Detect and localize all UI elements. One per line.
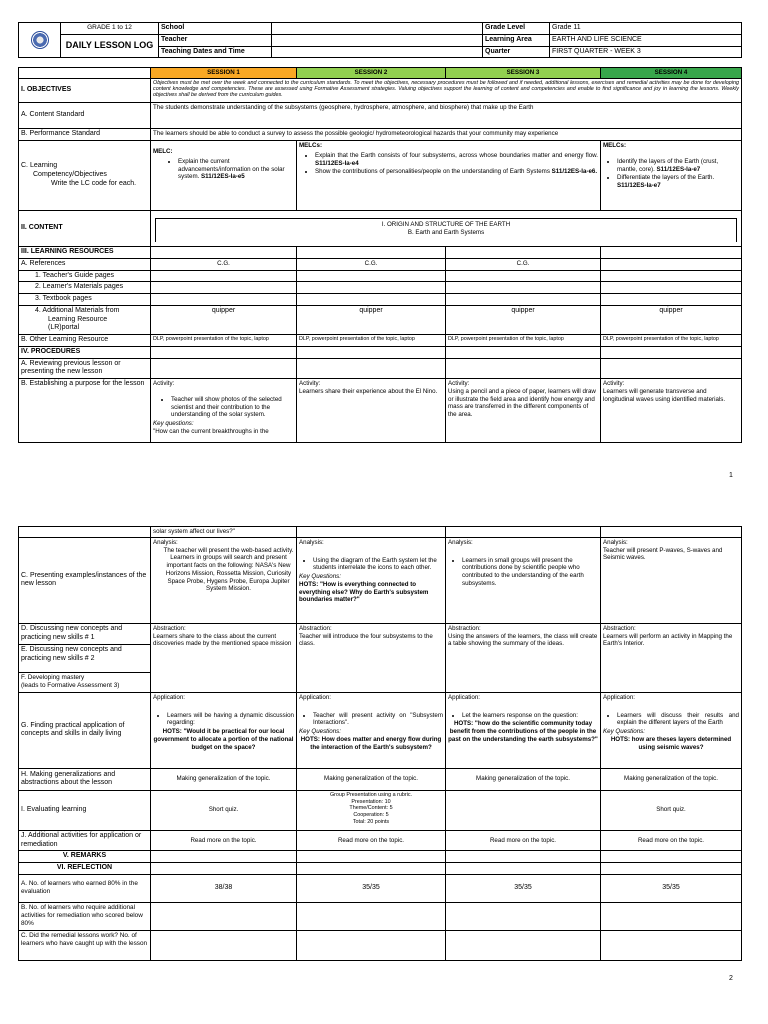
page-1 (18, 22, 741, 443)
school-label: School (159, 23, 272, 35)
competency-s1: MELC: • Explain the current advancements/information on the solar system. S11/12ES-Ia-e5 (151, 141, 297, 211)
gen-s1: Making generalization of the topic. (151, 768, 297, 790)
presenting-s2: Analysis: • Using the diagram of the Earth system let the students interrelate the icons to each other. Key Questions: HOTS: "How is everything connected to everything else? Why do Earth's subsystem boundaries matter?" (297, 537, 446, 623)
read-more-s3: Read more on the topic. (446, 830, 601, 851)
cg-s2: C.G. (297, 258, 446, 270)
application-s1: Application: • Learners will be having a dynamic discussion regarding: HOTS: "Would it be practical for our local government to allocate a portion of the national budget on the space? (151, 692, 297, 768)
dates-value[interactable] (272, 46, 483, 58)
session-3-header: SESSION 3 (446, 68, 601, 79)
melcs-heading: MELCs: (299, 142, 323, 149)
content-standard-label: A. Content Standard (19, 103, 151, 129)
mastery-label: F. Developing mastery (leads to Formative Assessment 3) (19, 672, 151, 692)
purpose-s4: Activity: Learners will generate transverse and longitudinal waves using identified materials. (601, 379, 742, 443)
quipper-s1: quipper (151, 305, 297, 334)
school-value[interactable] (272, 23, 483, 35)
reflection-a-s2: 35/35 (297, 874, 446, 902)
references-label: A. References (19, 258, 151, 270)
cg-s1: C.G. (151, 258, 297, 270)
reflection-label: VI. REFLECTION (19, 863, 151, 875)
other-resources-label: B. Other Learning Resource (19, 335, 151, 347)
cg-s3: C.G. (446, 258, 601, 270)
reflection-a-s3: 35/35 (446, 874, 601, 902)
grade-range: GRADE 1 to 12 (61, 23, 159, 35)
other-resources-s2: DLP, powerpoint presentation of the topic, laptop (297, 335, 446, 347)
competency-label (19, 141, 151, 211)
competency-label-1: C. Learning (21, 162, 58, 170)
session-2-header: SESSION 2 (297, 68, 446, 79)
presenting-s1: Analysis: The teacher will present the web-based activity. Learners in groups will search and present important facts on the following: NASA's New Horizons Mission, Rossetta Mission, Curiosity Space Probe, Hygens Probe, Europa Jupiter System Mission. (151, 537, 297, 623)
reflection-a-s1: 38/38 (151, 874, 297, 902)
textbook-label: 3. Textbook pages (19, 294, 151, 306)
reflection-b-label: B. No. of learners who require additional activities for remediation who scored below 80% (19, 902, 151, 930)
lesson-table-p2 (18, 526, 742, 961)
read-more-s2: Read more on the topic. (297, 830, 446, 851)
objectives-label: I. OBJECTIVES (19, 79, 151, 103)
lesson-table-p1 (18, 67, 742, 443)
reflection-a-s4: 35/35 (601, 874, 742, 902)
application-s3: Application: • Let the learners response on the question: HOTS: "how do the scientific community today benefit from the contributions of the people in the past on the understanding the earth subsystems?" (446, 692, 601, 768)
quipper-s2: quipper (297, 305, 446, 334)
melc-heading: MELC: (153, 148, 173, 155)
remarks-label: V. REMARKS (19, 851, 151, 863)
page-number-2: 2 (729, 975, 733, 982)
objectives-note: Objectives must be met over the week and connected to the curriculum standards. To meet the objectives, necessary procedures must be followed and if needed, additional lessons, exercises and remedial activities may be done for developing content knowledge and competencies. These are assessed using Formative Assessment strategies. Valuing objectives support the learning of content and competencies and enable to find significance and joy in learning the lessons. Weekly objectives shall be derived from the curriculum guides. (151, 79, 742, 103)
abstraction-s2: Abstraction: Teacher will introduce the four subsystems to the class. (297, 623, 446, 692)
other-resources-s4: DLP, powerpoint presentation of the topic, laptop (601, 335, 742, 347)
gen-s4: Making generalization of the topic. (601, 768, 742, 790)
log-title: DAILY LESSON LOG (61, 34, 159, 58)
abstraction-s4: Abstraction: Learners will perform an activity in Mapping the Earth's Interior. (601, 623, 742, 692)
content-label: II. CONTENT (19, 211, 151, 247)
session-4-header: SESSION 4 (601, 68, 742, 79)
additional-materials-label: 4. Additional Materials from Learning Resource (LR)portal (19, 305, 151, 334)
additional-label: J. Additional activities for application or remediation (19, 830, 151, 851)
competency-s23: MELCs: • Explain that the Earth consists of four subsystems, across whose boundaries matter and energy flow. S11/12ES-Ia-e4 • Show the contributions of personalities/people on the understanding of Earth Systems S11/12ES-Ia-e6. (297, 141, 601, 211)
abstraction-s1: Abstraction: Learners share to the class about the current discoveries made by the mentioned space mission (151, 623, 297, 692)
review-label: A. Reviewing previous lesson or presenting the new lesson (19, 358, 151, 379)
lc-code: S11/12ES-Ia-e5 (201, 173, 245, 181)
application-s2: Application: • Teacher will present activity on "Subsystem Interactions". Key Questions: HOTS: How does matter and energy flow during the interaction of the Earth's subsystem? (297, 692, 446, 768)
purpose-s1: Activity: • Teacher will show photos of the selected scientist and their contribution to the understanding of the solar system. Key questions: "How can the current breakthroughs in the (151, 379, 297, 443)
deped-logo (19, 23, 61, 58)
content-line-1: I. ORIGIN AND STRUCTURE OF THE EARTH (381, 221, 511, 228)
other-resources-s1: DLP, powerpoint presentation of the topic, laptop (151, 335, 297, 347)
abstraction-s3: Abstraction: Using the answers of the learners, the class will create a table showing the summary of the ideas. (446, 623, 601, 692)
gen-s3: Making generalization of the topic. (446, 768, 601, 790)
grade-level-label: Grade Level (483, 23, 550, 35)
competency-label-3: Write the LC code for each. (51, 179, 137, 187)
evaluating-label: I. Evaluating learning (19, 790, 151, 830)
purpose-label: B. Establishing a purpose for the lesson (19, 379, 151, 443)
learning-area-label: Learning Area (483, 34, 550, 46)
quipper-s3: quipper (446, 305, 601, 334)
grade-level-value: Grade 11 (550, 23, 742, 35)
purpose-s3: Activity: Using a pencil and a piece of paper, learners will draw or illustrate the field area and identify how energy and mass are transferred in the different components of the area. (446, 379, 601, 443)
procedures-label: IV. PROCEDURES (19, 346, 151, 358)
read-more-s4: Read more on the topic. (601, 830, 742, 851)
eval-s1: Short quiz. (151, 790, 297, 830)
application-s4: Application: • Learners will discuss their results and explain the different layers of the Earth Key Questions: HOTS: how are theses layers determined using seismic waves? (601, 692, 742, 768)
lc-code: S11/12ES-Ia-e7 (656, 165, 701, 173)
competency-s4: MELCs: • Identify the layers of the Earth (crust, mantle, core). S11/12ES-Ia-e7 • Differentiate the layers of the Earth. S11/12ES-Ia-e7 (601, 141, 742, 211)
content-standard-text: The students demonstrate understanding of the subsystems (geosphere, hydrosphere, atmosphere, and biosphere) that make up the Earth (151, 103, 742, 129)
gen-s2: Making generalization of the topic. (297, 768, 446, 790)
performance-standard-text: The learners should be able to conduct a survey to assess the possible geologic/ hydrometeorological hazards that your community may experience (151, 129, 742, 141)
performance-standard-label: B. Performance Standard (19, 129, 151, 141)
finding-label: G. Finding practical application of concepts and skills in daily living (19, 692, 151, 768)
read-more-s1: Read more on the topic. (151, 830, 297, 851)
quarter-value: FIRST QUARTER - WEEK 3 (550, 46, 742, 58)
session-1-header: SESSION 1 (151, 68, 297, 79)
competency-label-2: Competency/Objectives (33, 171, 107, 179)
quarter-label: Quarter (483, 46, 550, 58)
teacher-label: Teacher (159, 34, 272, 46)
presenting-label: C. Presenting examples/instances of the new lesson (19, 537, 151, 623)
melcs-heading: MELCs: (603, 142, 627, 149)
learning-area-value: EARTH AND LIFE SCIENCE (550, 34, 742, 46)
lc-code: S11/12ES-Ia-e4 (315, 159, 359, 167)
blank-corner (19, 68, 151, 79)
header-table (18, 22, 742, 58)
tg-label: 1. Teacher's Guide pages (19, 270, 151, 282)
content-line-2: B. Earth and Earth Systems (407, 228, 485, 236)
discussing-2-label: E. Discussing new concepts and practicing new skills # 2 (19, 644, 151, 672)
discussing-1-label: D. Discussing new concepts and practicing new skills # 1 (19, 623, 151, 644)
quipper-s4: quipper (601, 305, 742, 334)
page-2 (18, 526, 741, 961)
page-number-1: 1 (729, 472, 733, 479)
reflection-a-label: A. No. of learners who earned 80% in the evaluation (19, 874, 151, 902)
other-resources-s3: DLP, powerpoint presentation of the topic, laptop (446, 335, 601, 347)
purpose-s2: Activity: Learners share their experience about the El Nino. (297, 379, 446, 443)
lc-code: S11/12ES-Ia-e6. (551, 168, 598, 176)
s1-question-continued: solar system affect our lives?" (151, 527, 297, 538)
eval-s2: Group Presentation using a rubric. Presentation: 10 Theme/Content: 5 Cooperation: 5 Total: 20 points (297, 790, 446, 830)
resources-label: III. LEARNING RESOURCES (19, 247, 151, 259)
reflection-c-label: C. Did the remedial lessons work? No. of learners who have caught up with the lesson (19, 930, 151, 960)
eval-s4: Short quiz. (601, 790, 742, 830)
lm-label: 2. Learner's Materials pages (19, 282, 151, 294)
lc-code: S11/12ES-Ia-e7 (617, 182, 661, 189)
dates-label: Teaching Dates and Time (159, 46, 272, 58)
content-cell (151, 211, 742, 247)
presenting-s3: Analysis: • Learners in small groups will present the contributions done by scientific people who contributed to the understanding of the earth subsystems. (446, 537, 601, 623)
presenting-s4: Analysis: Teacher will present P-waves, S-waves and Seismic waves. (601, 537, 742, 623)
teacher-value[interactable] (272, 34, 483, 46)
generalizing-label: H. Making generalizations and abstractions about the lesson (19, 768, 151, 790)
